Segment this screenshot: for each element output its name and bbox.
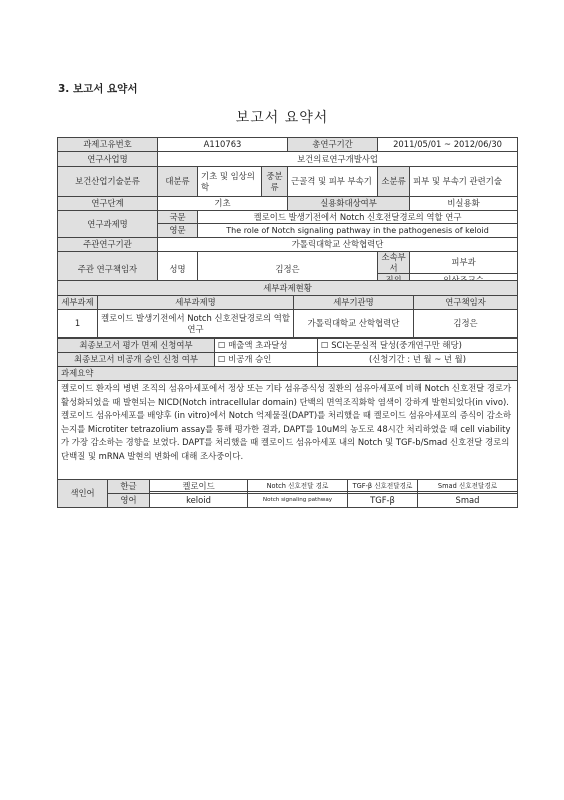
subtasks-table — [57, 280, 518, 338]
subtask-pi-column-header: 연구책임자 — [414, 296, 518, 310]
major-value: 기초 및 임상의학 — [198, 167, 262, 197]
application-period: (신청기간 : 년 월 ~ 년 월) — [318, 353, 518, 367]
period-value: 2011/05/01 ~ 2012/06/30 — [378, 138, 518, 152]
minor-label: 소분류 — [378, 167, 410, 197]
english-title-label: 영문 — [158, 224, 198, 238]
class-label: 보건산업기술분류 — [58, 167, 158, 197]
keywords-table — [57, 479, 518, 508]
organization-value: 가톨릭대학교 산학협력단 — [158, 238, 518, 252]
table-row — [58, 310, 518, 338]
subtask-org: 가톨릭대학교 산학협력단 — [294, 310, 414, 338]
option-private-label: 비공개 승인 — [228, 354, 272, 365]
keywords-korean-label: 한글 — [108, 480, 150, 494]
project-info-table — [57, 137, 518, 288]
keyword-eng-2: Notch signaling pathway — [248, 494, 348, 508]
stage-value: 기초 — [158, 197, 288, 211]
project-id-value: A110763 — [158, 138, 288, 152]
checkbox-icon[interactable]: ☐ — [218, 340, 226, 351]
option-private[interactable] — [215, 353, 318, 367]
subtask-name-column-header: 세부과제명 — [98, 296, 294, 310]
option-sci[interactable] — [318, 339, 518, 353]
organization-label: 주관연구기관 — [58, 238, 158, 252]
option-sales[interactable] — [215, 339, 318, 353]
subtask-org-column-header: 세부기관명 — [294, 296, 414, 310]
evaluation-table — [57, 338, 518, 367]
keywords-label: 색인어 — [58, 480, 108, 508]
pi-label: 주관 연구책임자 — [58, 252, 158, 288]
korean-title-value: 켈로이드 발생기전에서 Notch 신호전달경로의 역할 연구 — [198, 211, 518, 224]
period-label: 총연구기간 — [288, 138, 378, 152]
keyword-kor-2: Notch 신호전달 경로 — [248, 480, 348, 494]
program-value: 보건의료연구개발사업 — [158, 152, 518, 167]
middle-label: 중분류 — [262, 167, 288, 197]
option-sci-label: SCI논문실적 달성(중개연구만 해당) — [331, 340, 462, 351]
document-title: 보고서 요약서 — [235, 110, 329, 126]
private-label: 최종보고서 비공개 승인 신청 여부 — [58, 353, 215, 367]
summary-table — [57, 366, 518, 492]
section-heading: 3. 보고서 요약서 — [58, 83, 138, 95]
subtasks-section-label: 세부과제현황 — [58, 281, 518, 296]
middle-value: 근골격 및 피부 부속기 — [288, 167, 378, 197]
commercial-label: 실용화대상여부 — [288, 197, 410, 211]
option-sales-label: 매출액 초과달성 — [228, 340, 288, 351]
keyword-eng-4: Smad — [418, 494, 518, 508]
project-id-label: 과제고유번호 — [58, 138, 158, 152]
dept-value: 피부과 — [410, 252, 518, 274]
summary-text: 켈로이드 환자의 병변 조직의 섬유아세포에서 정상 또는 기타 섬유증식성 질환의 섬유아세포에 비해 Notch 신호전달 경로가 활성화되었을 때 발현되는 NICD(Notch intracellular domain) 단백의 면역조직화학 염색이 강하게 발현되었다(in vivo). 켈로이드 섬유아세포를 배양후 (in vitro)에서 Notch 억제물질(DAPT)를 처리했을 때 켈로이드 섬유아세포의 증식이 감소하는지를 Microtiter tetrazolium assay를 통해 평가한 결과, DAPT를 10uM의 농도로 48시간 처리하였을 때 cell viability가 가장 감소하는 경향을 보였다. DAPT를 처리했을 때 켈로이드 섬유아세포 내의 Notch 및 TGF-b/Smad 신호전달 경로의 단백질 및 mRNA 발현의 변화에 대해 조사중이다. — [58, 381, 518, 492]
summary-label: 과제요약 — [58, 367, 518, 381]
subtask-pi: 김정은 — [414, 310, 518, 338]
minor-value: 피부 및 부속기 관련기술 — [410, 167, 518, 197]
keyword-eng-3: TGF-β — [348, 494, 418, 508]
project-title-label: 연구과제명 — [58, 211, 158, 238]
dept-label: 소속부서 — [378, 252, 410, 274]
subtask-column-header: 세부과제 — [58, 296, 98, 310]
name-value: 김정은 — [198, 252, 378, 288]
commercial-value: 비실용화 — [410, 197, 518, 211]
checkbox-icon[interactable]: ☐ — [321, 340, 329, 351]
keyword-kor-3: TGF-β 신호전달경로 — [348, 480, 418, 494]
name-label: 성명 — [158, 252, 198, 288]
subtask-number: 1 — [58, 310, 98, 338]
stage-label: 연구단계 — [58, 197, 158, 211]
keyword-kor-1: 켈로이드 — [150, 480, 248, 494]
exempt-label: 최종보고서 평가 면제 신청여부 — [58, 339, 215, 353]
keyword-kor-4: Smad 신호전달경로 — [418, 480, 518, 494]
major-label: 대분류 — [158, 167, 198, 197]
program-label: 연구사업명 — [58, 152, 158, 167]
subtask-name: 켈로이드 발생기전에서 Notch 신호전달경로의 역할 연구 — [98, 310, 294, 338]
keywords-english-label: 영어 — [108, 494, 150, 508]
korean-title-label: 국문 — [158, 211, 198, 224]
english-title-value: The role of Notch signaling pathway in the pathogenesis of keloid — [198, 224, 518, 238]
keyword-eng-1: keloid — [150, 494, 248, 508]
checkbox-icon[interactable]: ☐ — [218, 354, 226, 365]
